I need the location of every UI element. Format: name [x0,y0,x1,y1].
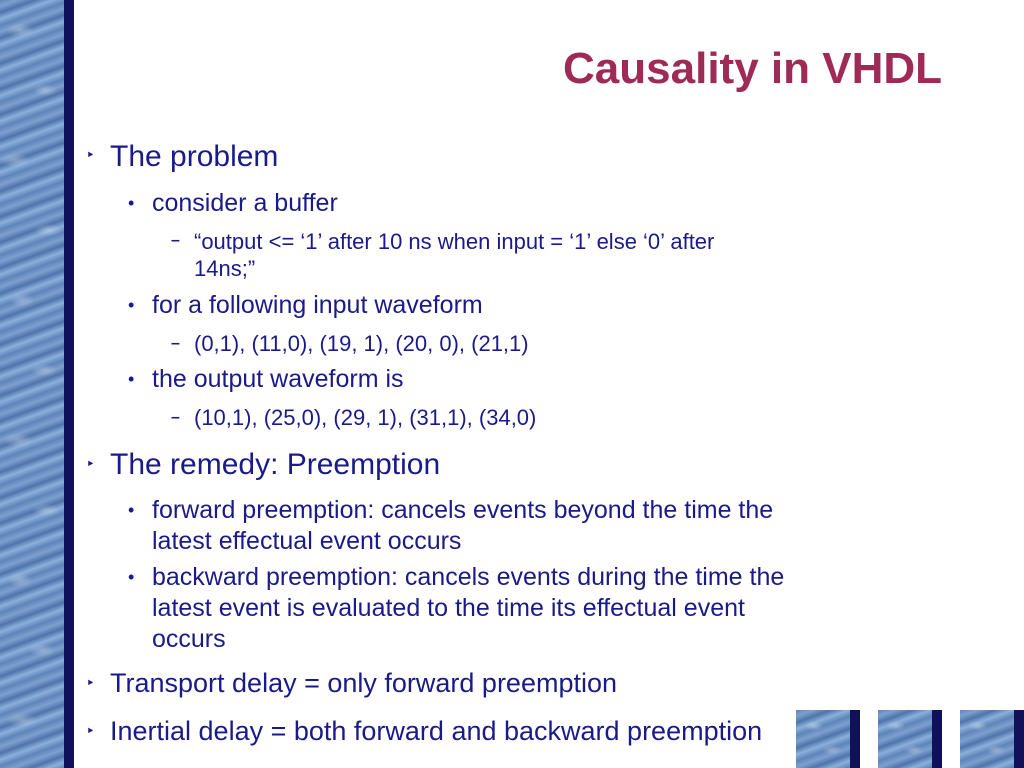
slide-title: Causality in VHDL [563,44,942,93]
forward-line-2: latest effectual event occurs [152,527,462,555]
decorative-square [796,710,860,768]
backward-line-2: latest event is evaluated to the time its effectual event [152,594,745,622]
bullet-dash-icon: – [171,232,180,249]
bullet-arrow-icon: ‣ [86,456,95,473]
bullet-dot-icon: • [128,500,135,520]
bullet-dot-icon: • [128,567,135,587]
forward-line-1: forward preemption: cancels events beyond the time the [152,496,774,524]
bullet-arrow-icon: ‣ [86,675,95,692]
decorative-square [878,710,942,768]
bullet-following: for a following input waveform [152,291,483,319]
input-waveform: (0,1), (11,0), (19, 1), (20, 0), (21,1) [194,331,529,356]
code-line-1: “output <= ‘1’ after 10 ns when input = ‘1’ else ‘0’ after [194,229,715,254]
bullet-arrow-icon: ‣ [86,723,95,740]
output-waveform: (10,1), (25,0), (29, 1), (31,1), (34,0) [194,405,537,430]
bullet-transport: Transport delay = only forward preemption [110,668,618,698]
bullet-arrow-icon: ‣ [86,147,95,164]
backward-line-3: occurs [152,625,226,653]
bullet-remedy: The remedy: Preemption [110,448,441,481]
decorative-squares [794,706,1024,768]
bullet-dot-icon: • [128,295,135,315]
bullet-inertial: Inertial delay = both forward and backward preemption [110,716,763,746]
backward-line-1: backward preemption: cancels events during the time the [152,563,785,591]
bullet-dash-icon: – [171,335,180,352]
bullet-buffer: consider a buffer [152,189,338,217]
decorative-square [960,710,1024,768]
code-line-2: 14ns;” [194,256,256,281]
bullet-output-is: the output waveform is [152,365,404,393]
bullet-dot-icon: • [128,193,135,213]
bullet-problem: The problem [110,140,279,173]
bullet-dash-icon: – [171,409,180,426]
bullet-dot-icon: • [128,369,135,389]
